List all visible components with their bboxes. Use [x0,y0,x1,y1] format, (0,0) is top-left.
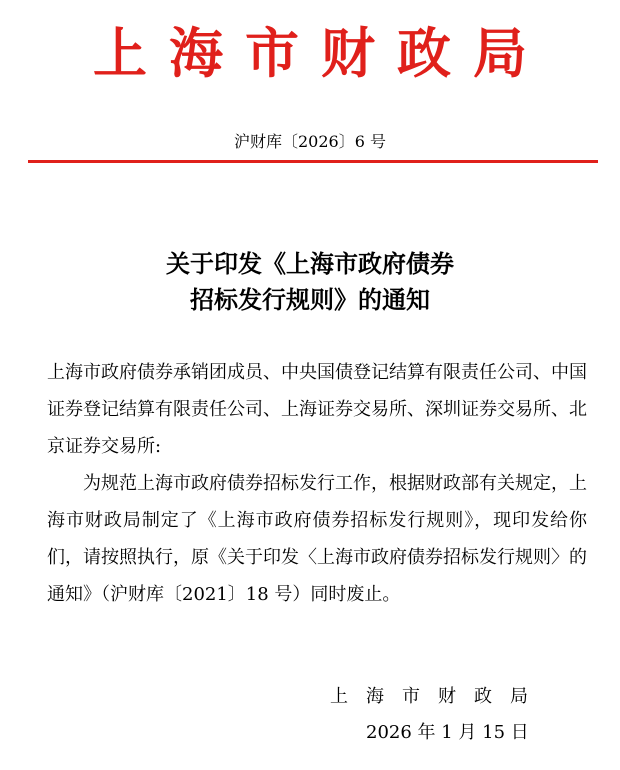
signature-date: 2026 年 1 月 15 日 [366,722,529,743]
issuing-authority-title: 上海市财政局 [93,21,549,85]
signature-organization: 上海市财政局 [330,686,546,707]
notice-title-line-1: 关于印发《上海市政府债券 [166,249,454,278]
notice-title-line-2: 招标发行规则》的通知 [190,285,430,314]
red-divider-line [28,160,598,163]
main-paragraph: 为规范上海市政府债券招标发行工作，根据财政部有关规定，上海市财政局制定了《上海市政府债券招标发行规则》，现印发给你们，请按照执行，原《关于印发〈上海市政府债券招标发行规则〉的通知》（沪财库〔2021〕18 号）同时废止。 [47,473,587,605]
notice-title [0,246,620,318]
recipients-paragraph: 上海市政府债券承销团成员、中央国债登记结算有限责任公司、中国证券登记结算有限责任公司、上海证券交易所、深圳证券交易所、北京证券交易所: [47,362,587,457]
document-number: 沪财库〔2026〕6 号 [234,132,386,151]
notice-body [47,354,587,613]
